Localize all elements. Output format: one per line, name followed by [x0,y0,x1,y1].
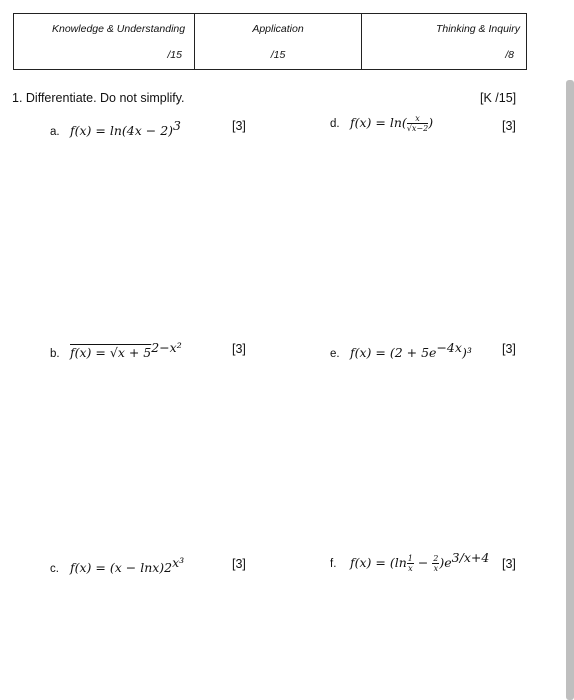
part-expression: f(x) = ln( [350,114,407,130]
part-e [330,340,472,360]
part-expression: f(x) = (2 + 5e [350,345,437,361]
fraction-denominator: √x−2 [406,124,429,133]
fraction-numerator: 2 [433,554,439,564]
vertical-scrollbar[interactable] [566,80,574,700]
knowledge-label: Knowledge & Understanding [52,23,186,35]
part-c [50,555,184,575]
part-exponent: x³ [172,555,185,570]
part-b [50,340,182,360]
score-table [13,13,527,70]
part-letter: d. [330,117,340,130]
application-score: /15 [270,49,286,61]
part-c-mark: [3] [232,557,246,571]
part-b-mark: [3] [232,342,246,356]
part-letter: f. [330,558,337,571]
operator: − [413,555,433,571]
part-letter: b. [50,348,60,361]
fraction [407,114,428,133]
part-letter: c. [50,563,59,576]
part-expression: f(x) = √x + 5 [70,345,152,361]
application-label: Application [252,23,304,35]
part-exponent: 2−x² [151,340,182,355]
part-expression: f(x) = (ln [350,555,407,571]
thinking-cell [361,14,526,69]
part-f-mark: [3] [502,557,516,571]
fraction-denominator: x [433,564,439,574]
knowledge-cell [14,14,194,69]
part-f [330,550,489,573]
fraction-numerator: x [407,114,428,124]
part-expression-end: ) [428,114,434,130]
thinking-score: /8 [505,49,514,61]
part-expression-end: )³ [461,345,472,361]
part-expression: f(x) = ln(4x − 2) [70,123,174,139]
part-e-mark: [3] [502,342,516,356]
part-letter: a. [50,126,60,139]
fraction-denominator: x [408,564,413,574]
fraction-numerator: 1 [407,554,413,564]
application-cell [194,14,361,69]
part-d [330,114,433,133]
part-exponent: −4x [436,340,462,355]
knowledge-score: /15 [167,49,182,61]
part-letter: e. [330,348,340,361]
part-exponent: 3/x+4 [451,550,490,565]
part-expression-mid: )e [439,555,452,571]
part-a-mark: [3] [232,119,246,133]
part-exponent: 3 [173,118,181,133]
fraction [407,554,414,573]
part-d-mark: [3] [502,119,516,133]
part-expression: f(x) = (x − lnx)2 [70,560,173,576]
question-total: [K /15] [480,91,517,105]
part-a [50,118,181,138]
thinking-label: Thinking & Inquiry [435,23,520,35]
question-title: 1. Differentiate. Do not simplify. [12,91,185,105]
